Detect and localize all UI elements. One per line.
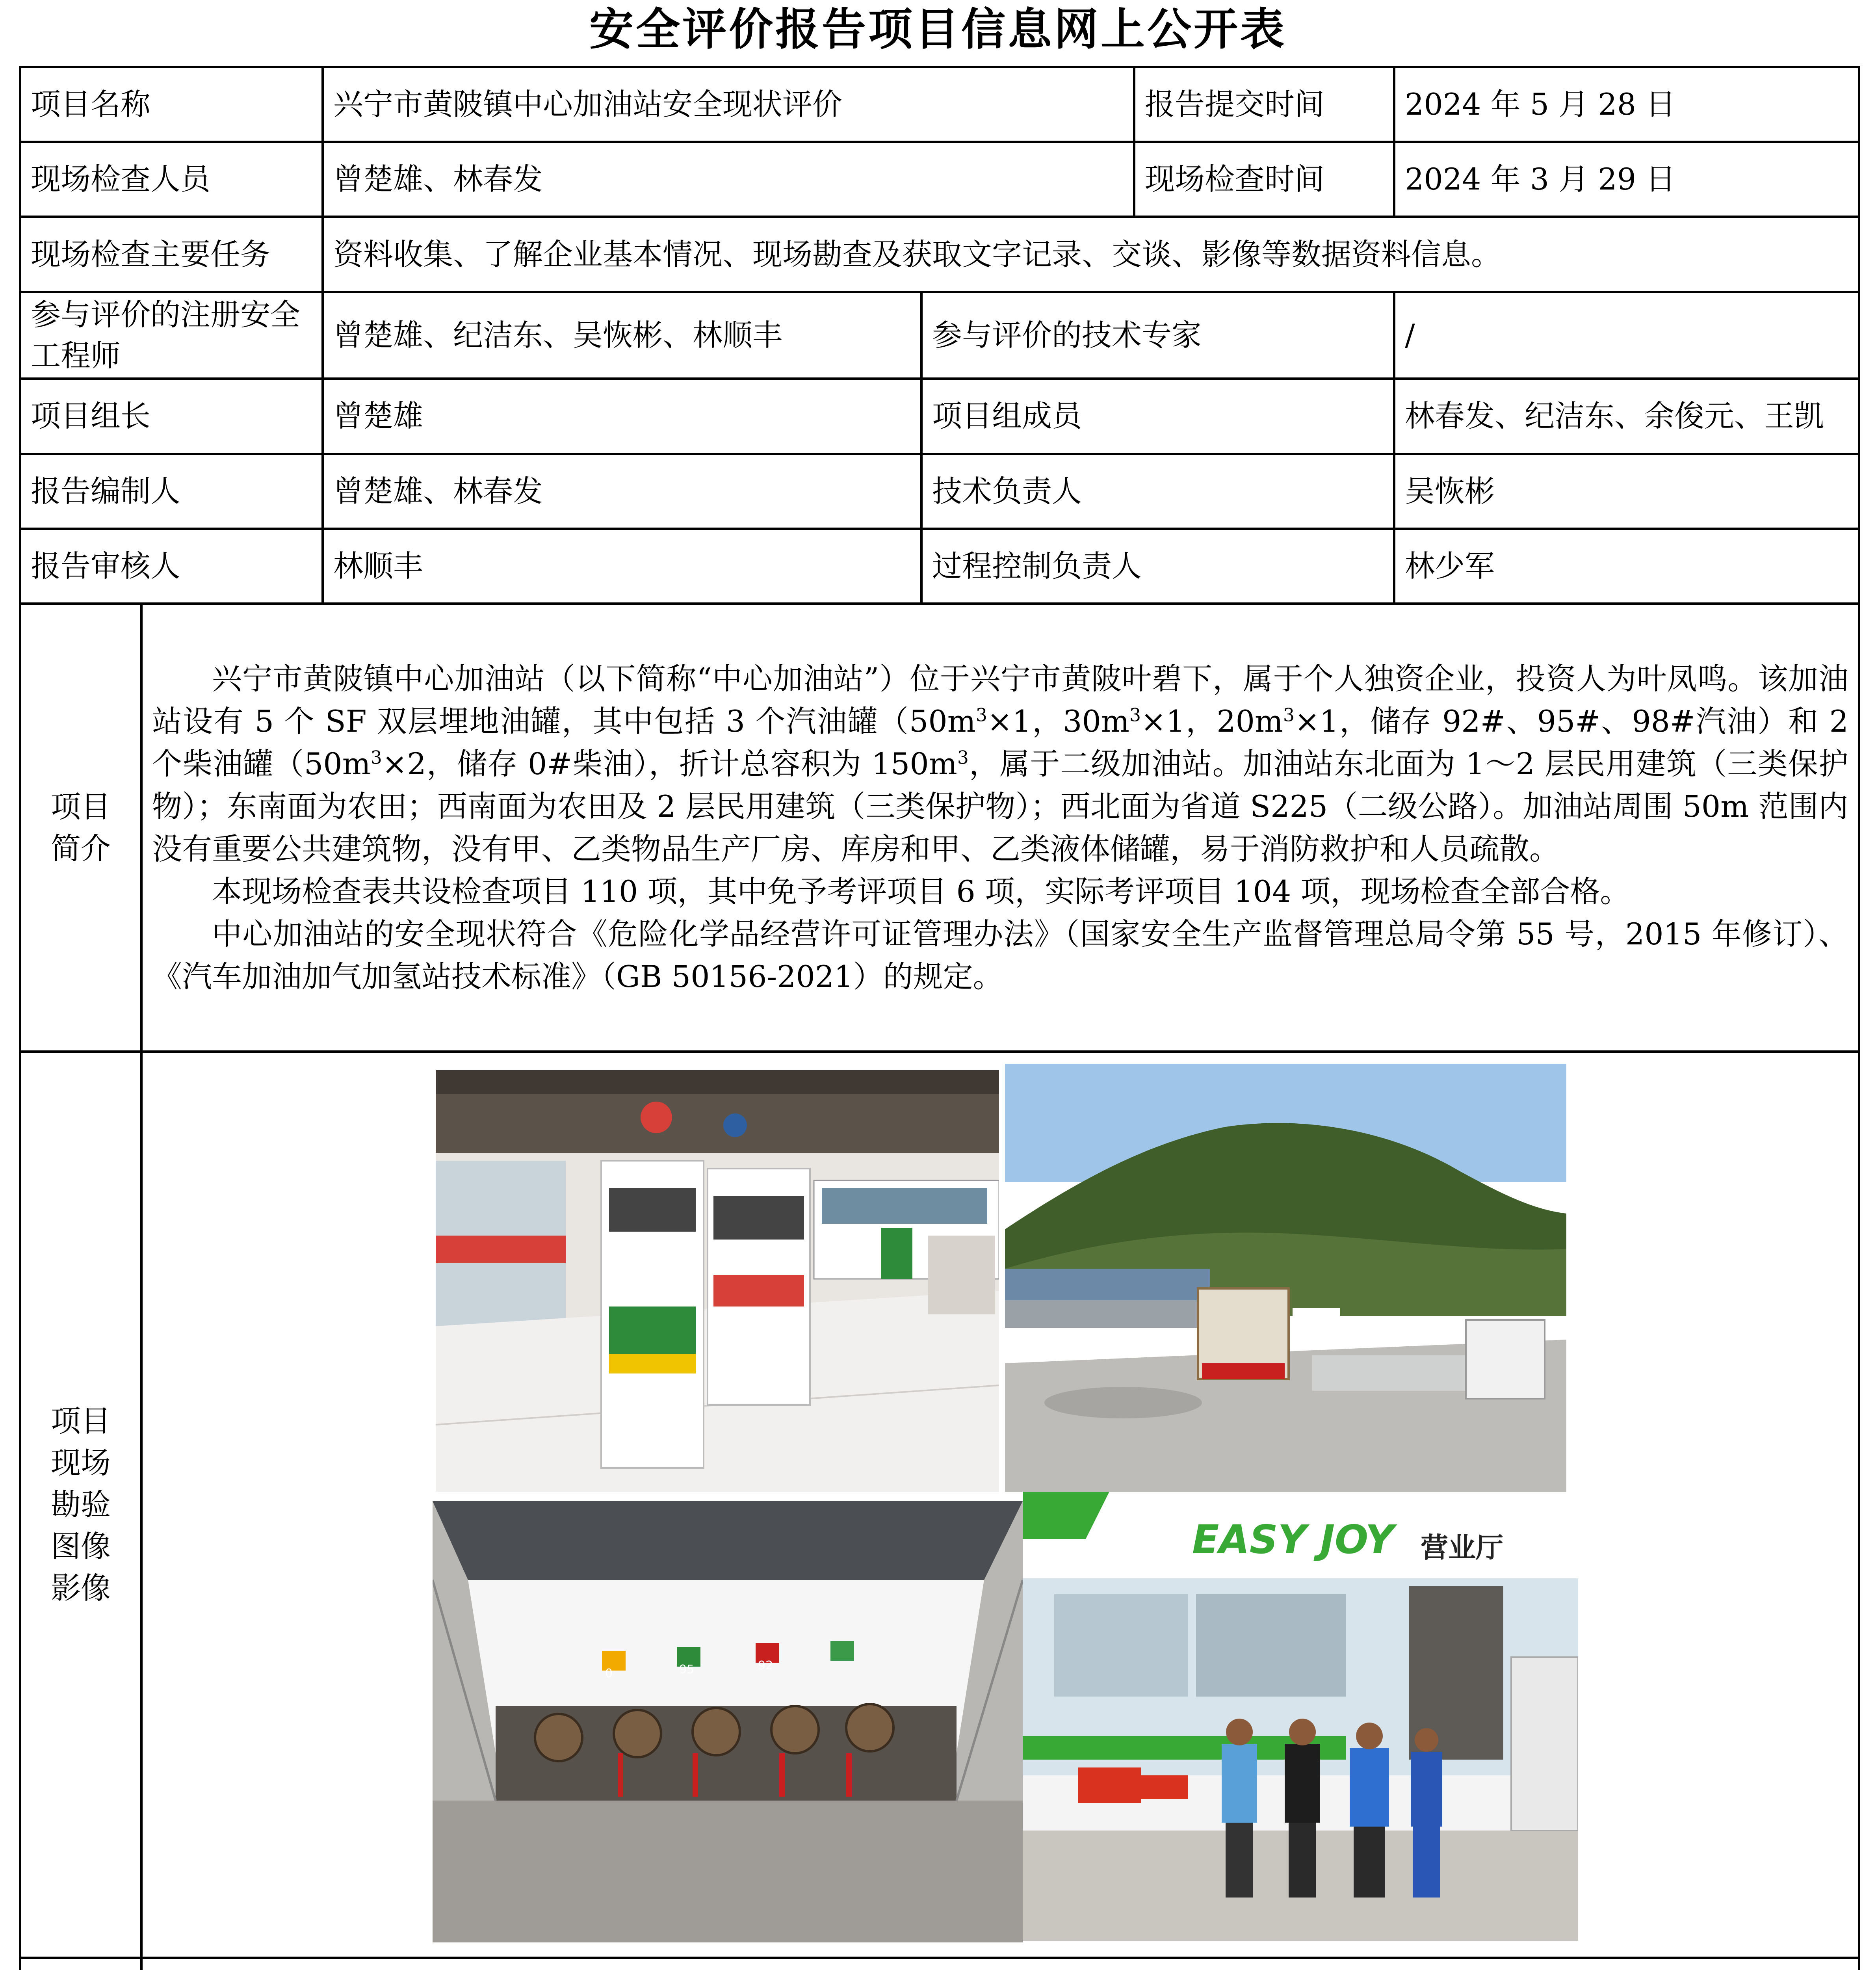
tech-value: 吴恢彬 [1394,454,1859,529]
reviewer-value: 林顺丰 [323,529,921,604]
members-value: 林春发、纪洁东、余俊元、王凯 [1394,379,1859,453]
inspect-time-value: 2024 年 3 月 29 日 [1394,142,1859,217]
main-task-label: 现场检查主要任务 [20,217,323,292]
photos-label: 项目现场勘验图像影像 [51,1403,111,1606]
inspectors-value: 曾楚雄、林春发 [323,142,1134,217]
experts-value: / [1394,292,1859,379]
intro-label-cell [20,604,141,1052]
tank-label-0: 0 [605,1666,613,1680]
inspect-time-label: 现场检查时间 [1134,142,1394,217]
site-view-photo [1005,1064,1566,1492]
pages-cell [141,1958,1859,1970]
inspectors-label: 现场检查人员 [20,142,323,217]
storefront-photo [1023,1492,1578,1941]
process-label: 过程控制负责人 [921,529,1394,604]
storefront-brand: EASY JOY [1192,1516,1394,1563]
engineers-label: 参与评价的注册安全工程师 [20,292,323,379]
project-name-value: 兴宁市黄陂镇中心加油站安全现状评价 [323,67,1134,142]
submit-time-value: 2024 年 5 月 28 日 [1394,67,1859,142]
author-value: 曾楚雄、林春发 [323,454,921,529]
experts-label: 参与评价的技术专家 [921,292,1394,379]
storefront-sign: 营业厅 [1421,1531,1503,1564]
submit-time-label: 报告提交时间 [1134,67,1394,142]
intro-paragraph-2: 本现场检查表共设检查项目 110 项，其中免予考评项目 6 项，实际考评项目 104 项，现场检查全部合格。 [212,873,1630,909]
info-table [19,66,1860,1970]
photos-cell [141,1052,1859,1957]
pages-label-cell [20,1958,141,1970]
main-task-value: 资料收集、了解企业基本情况、现场勘查及获取文字记录、交谈、影像等数据资料信息。 [323,217,1859,292]
intro-content [141,604,1859,1052]
photos-label-cell [20,1052,141,1957]
intro-label: 项目简介 [51,789,111,866]
intro-paragraph-1: 兴宁市黄陂镇中心加油站（以下简称“中心加油站”）位于兴宁市黄陂叶碧下，属于个人独资企业，投资人为叶凤鸣。该加油站设有 5 个 SF 双层埋地油罐，其中包括 3 个汽油罐（$50m^3\times 1$，$30m^3\times 1$，$20m^3\times 1$，储存 92#、95#、98#汽油）和 2 个柴油罐（$50m^3\times 2$，储存 0#柴油），折计总容积为 $150m^3$，属于二级加油站。加油站东北面为 1～2 层民用建筑（三类保护物）；东南面为农田；西南面为农田及 2 层民用建筑（三类保护物）；西北面为省道 S225（二级公路）。加油站周围 50m 范围内没有重要公共建筑物，没有甲、乙类物品生产厂房、库房和甲、乙类液体储罐，易于消防救护和人员疏散。 [152,661,1848,866]
engineers-value: 曾楚雄、纪洁东、吴恢彬、林顺丰 [323,292,921,379]
storefront-brand-cn: 快捷 [1038,1505,1073,1526]
project-name-label: 项目名称 [20,67,323,142]
page-title: 安全评价报告项目信息网上公开表 [589,4,1287,55]
author-label: 报告编制人 [20,454,323,529]
leader-value: 曾楚雄 [323,379,921,453]
tank-area-photo [433,1501,1023,1942]
process-value: 林少军 [1394,529,1859,604]
tank-label-95: 95 [679,1662,695,1676]
reviewer-label: 报告审核人 [20,529,323,604]
members-label: 项目组成员 [921,379,1394,453]
intro-paragraph-3: 中心加油站的安全现状符合《危险化学品经营许可证管理办法》（国家安全生产监督管理总局令第 55 号，2015 年修订）、《汽车加油加气加氢站技术标准》（GB 50156-2021）的规定。 [152,916,1848,994]
tank-label-92: 92 [758,1658,773,1673]
leader-label: 项目组长 [20,379,323,453]
tech-label: 技术负责人 [921,454,1394,529]
dispenser-photo [436,1070,999,1492]
